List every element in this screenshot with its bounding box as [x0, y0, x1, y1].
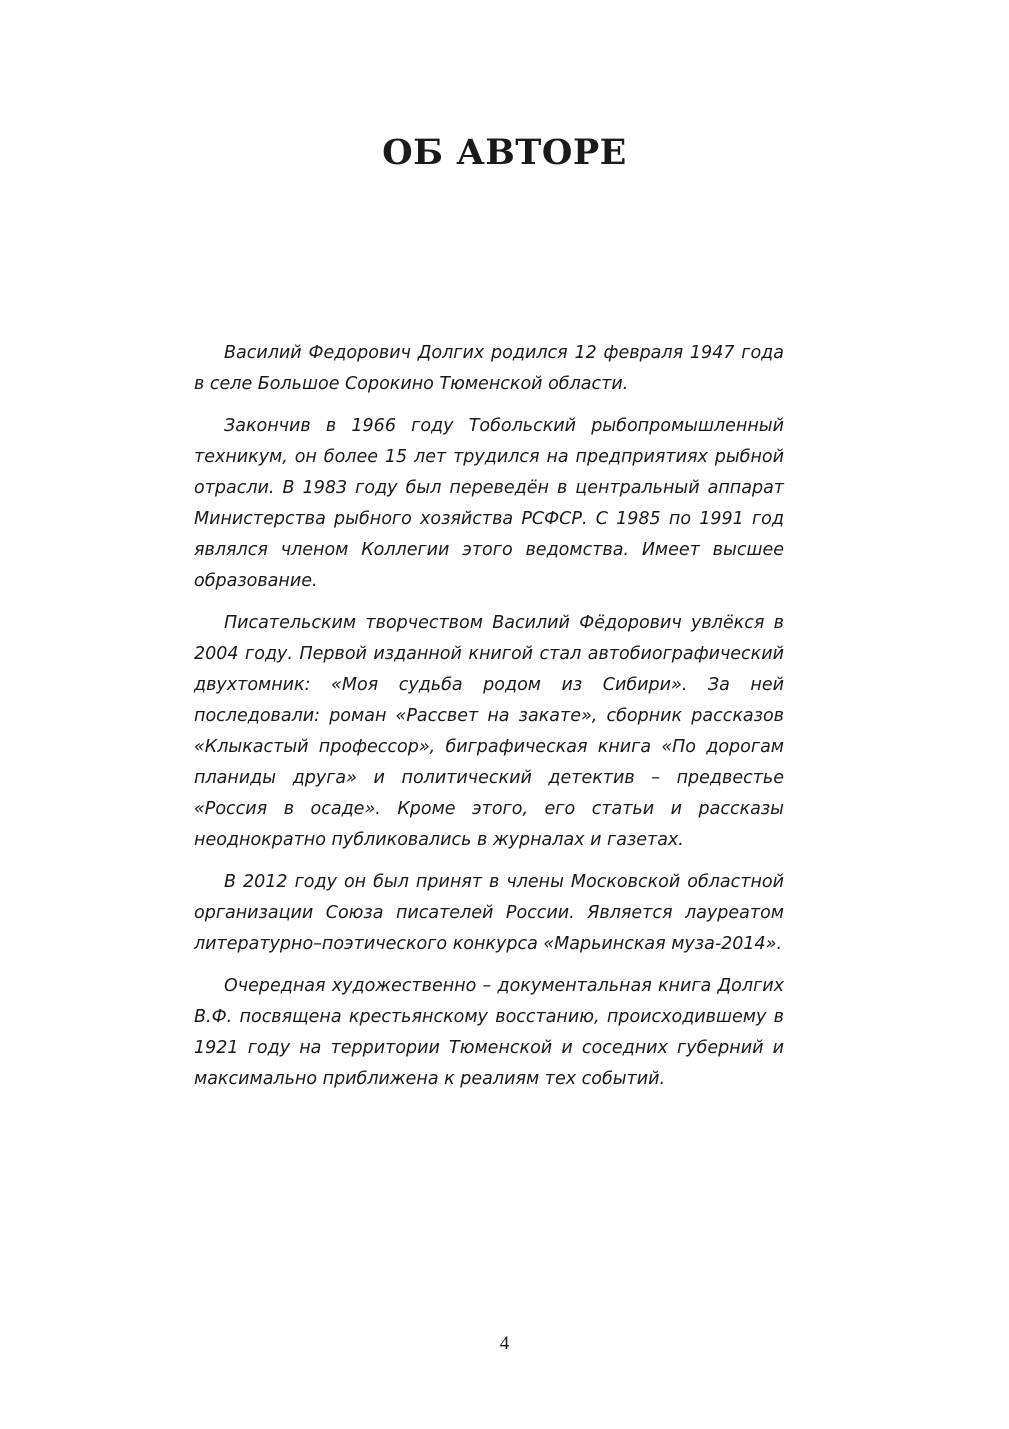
- bio-paragraph: Закончив в 1966 году Тобольский рыбопромышленный техникум, он более 15 лет трудился на предприятиях рыбной отрасли. В 1983 году был переведён в центральный аппарат Министерства рыбного хозяйства РСФСР. С 1985 по 1991 год являлся членом Коллегии этого ведомства. Имеет высшее образование.: [194, 416, 784, 591]
- bio-paragraph: В 2012 году он был принят в члены Московской областной организации Союза писателей России. Является лауреатом литературно–поэтического конкурса «Марьинская муза-2014».: [194, 872, 784, 954]
- page-title: ОБ АВТОРЕ: [382, 132, 627, 173]
- page-number: 4: [499, 1333, 510, 1354]
- bio-paragraph: Писательским творчеством Василий Фёдорович увлёкся в 2004 году. Первой изданной книгой стал автобиографический двухтомник: «Моя судьба родом из Сибири». За ней последовали: роман «Рассвет на закате», сборник рассказов «Клыкастый профессор», биграфическая книга «По дорогам планиды друга» и политический детектив – предвестье «Россия в осаде». Кроме этого, его статьи и рассказы неоднократно публиковались в журналах и газетах.: [194, 613, 784, 850]
- bio-paragraph: Василий Федорович Долгих родился 12 февраля 1947 года в селе Большое Сорокино Тюменской области.: [194, 343, 784, 394]
- author-bio: [194, 338, 784, 1106]
- bio-paragraph: Очередная художественно – документальная книга Долгих В.Ф. посвящена крестьянскому восстанию, происходившему в 1921 году на территории Тюменской и соседних губерний и максимально приближена к реалиям тех событий.: [194, 976, 784, 1089]
